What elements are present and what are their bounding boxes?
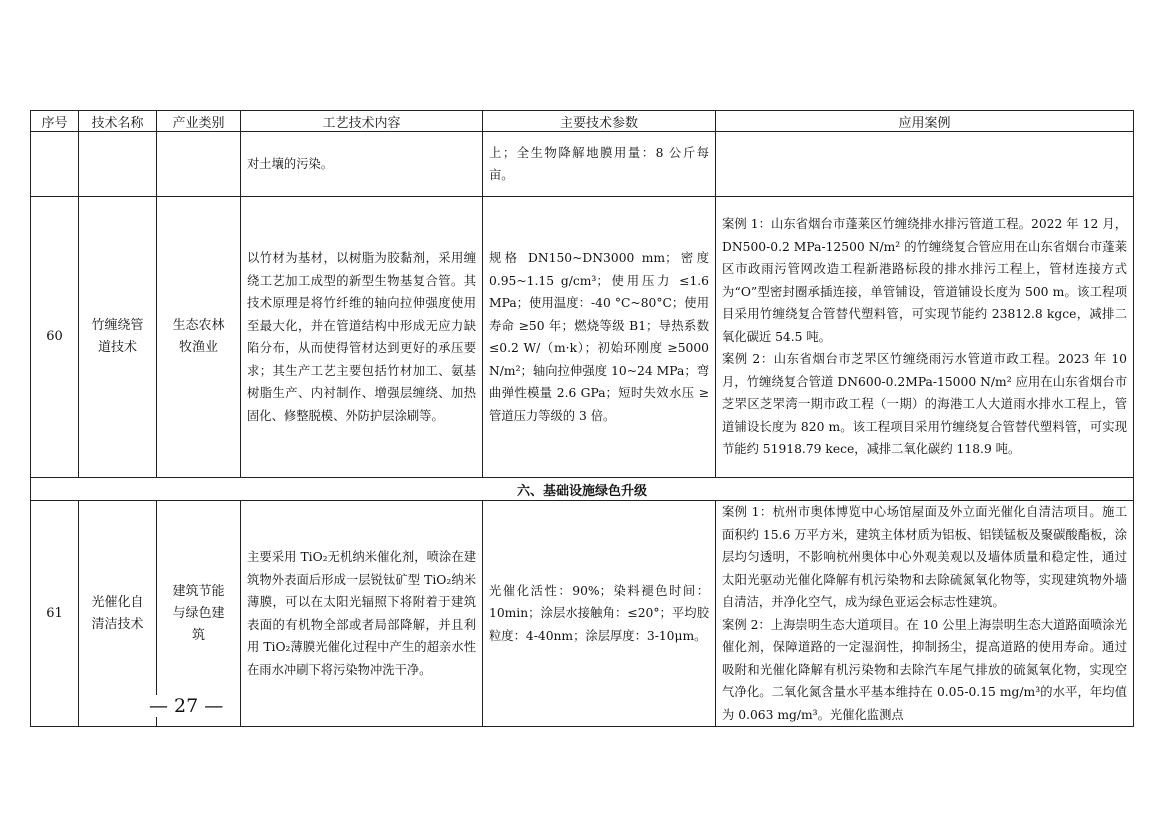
section-title: 六、基础设施绿色升级 [31, 478, 1134, 501]
row61-case1: 案例 1：杭州市奥体博览中心场馆屋面及外立面光催化自清洁项目。施工面积约 15.6 万平方米，建筑主体材质为铝板、铝镁锰板及聚碳酸酯板，涂层均匀透明，不影响杭州奥体中心外观美观以及墙体质量和稳定性，通过太阳光驱动光催化降解有机污染物和去除硫氮氧化物等，实现建筑物外墙自清洁，并净化空气，成为绿色亚运会标志性建筑。 [722, 505, 1127, 609]
row60-cases [716, 197, 1134, 478]
cont-num-cell [31, 132, 79, 197]
table-row-continued [31, 132, 1134, 197]
section-row [31, 478, 1134, 501]
row61-case2: 案例 2：上海崇明生态大道项目。在 10 公里上海崇明生态大道路面喷涂光催化剂，保障道路的一定湿润性，抑制扬尘，提高道路的使用寿命。通过吸附和光催化降解有机污染物和去除汽车尾气排放的硫氮氧化物，实现空气净化。二氧化氮含量水平基本维持在 0.05-0.15 mg/m³的水平，年均值为 0.063 mg/m³。光催化监测点 [722, 617, 1127, 722]
row61-num: 61 [31, 501, 79, 727]
page-number: — 27 — [146, 695, 226, 717]
row60-name: 竹缠绕管道技术 [79, 197, 157, 478]
row60-params: 规格 DN150~DN3000 mm；密度 0.95~1.15 g/cm³；使用压力 ≤1.6 MPa；使用温度：-40 °C~80°C；使用寿命 ≥50 年；燃烧等级 B1；导热系数≤0.2 W/（m·k）；初始环刚度 ≥5000 N/m²；轴向拉伸强度 10~24 MPa；弯曲弹性模量 2.6 GPa；短时失效水压 ≥管道压力等级的 3 倍。 [483, 197, 716, 478]
technology-table [30, 110, 1134, 727]
row61-industry: 建筑节能与绿色建筑 [157, 501, 241, 727]
row61-params: 光催化活性：90%；染料褪色时间：10min；涂层水接触角：≤20°；平均胶粒度：4-40nm；涂层厚度：3-10μm。 [483, 501, 716, 727]
cont-params-cell: 上；全生物降解地膜用量：8 公斤每亩。 [483, 132, 716, 197]
table-row-61 [31, 501, 1134, 727]
cont-cases-cell [716, 132, 1134, 197]
row61-cases [716, 501, 1134, 727]
header-process: 工艺技术内容 [241, 111, 483, 132]
row60-case1: 案例 1：山东省烟台市蓬莱区竹缠绕排水排污管道工程。2022 年 12 月，DN500-0.2 MPa-12500 N/m² 的竹缠绕复合管应用在山东省烟台市蓬莱区市政雨污管网改造工程新港路标段的排水排污工程上，管材连接方式为“O”型密封圈承插连接，单管铺设，管道铺设长度为 500 m。该工程项目采用竹缠绕复合管替代塑料管，可实现节能约 23812.8 kgce，减排二氧化碳近 54.5 吨。 [722, 217, 1127, 344]
row61-process: 主要采用 TiO₂无机纳米催化剂，喷涂在建筑物外表面后形成一层锐钛矿型 TiO₂纳米薄膜，可以在太阳光辐照下将附着于建筑表面的有机物全部或者局部降解，并且利用 TiO₂薄膜光催化过程中产生的超亲水性在雨水冲刷下将污染物冲洗干净。 [241, 501, 483, 727]
header-params: 主要技术参数 [483, 111, 716, 132]
row60-num: 60 [31, 197, 79, 478]
cont-name-cell [79, 132, 157, 197]
table-header-row [31, 111, 1134, 132]
header-name: 技术名称 [79, 111, 157, 132]
row60-process: 以竹材为基材，以树脂为胶黏剂，采用缠绕工艺加工成型的新型生物基复合管。其技术原理是将竹纤维的轴向拉伸强度使用至最大化，并在管道结构中形成无应力缺陷分布，从而使得管材达到更好的承压要求；其生产工艺主要包括竹材加工、氨基树脂生产、内衬制作、增强层缠绕、加热固化、修整脱模、外防护层涂刷等。 [241, 197, 483, 478]
row60-case2: 案例 2：山东省烟台市芝罘区竹缠绕雨污水管道市政工程。2023 年 10 月，竹缠绕复合管道 DN600-0.2MPa-15000 N/m² 应用在山东省烟台市芝罘区芝罘湾一期市政工程（一期）的海港工人大道雨水排水工程上，管道铺设长度为 820 m。该工程项目采用竹缠绕复合管替代塑料管，可实现节能约 51918.79 kece，减排二氧化碳约 118.9 吨。 [722, 352, 1127, 457]
row60-industry: 生态农林牧渔业 [157, 197, 241, 478]
table-row-60 [31, 197, 1134, 478]
cont-process-cell: 对土壤的污染。 [241, 132, 483, 197]
header-num: 序号 [31, 111, 79, 132]
row61-name: 光催化自清洁技术 [79, 501, 157, 727]
header-cases: 应用案例 [716, 111, 1134, 132]
header-industry: 产业类别 [157, 111, 241, 132]
cont-industry-cell [157, 132, 241, 197]
